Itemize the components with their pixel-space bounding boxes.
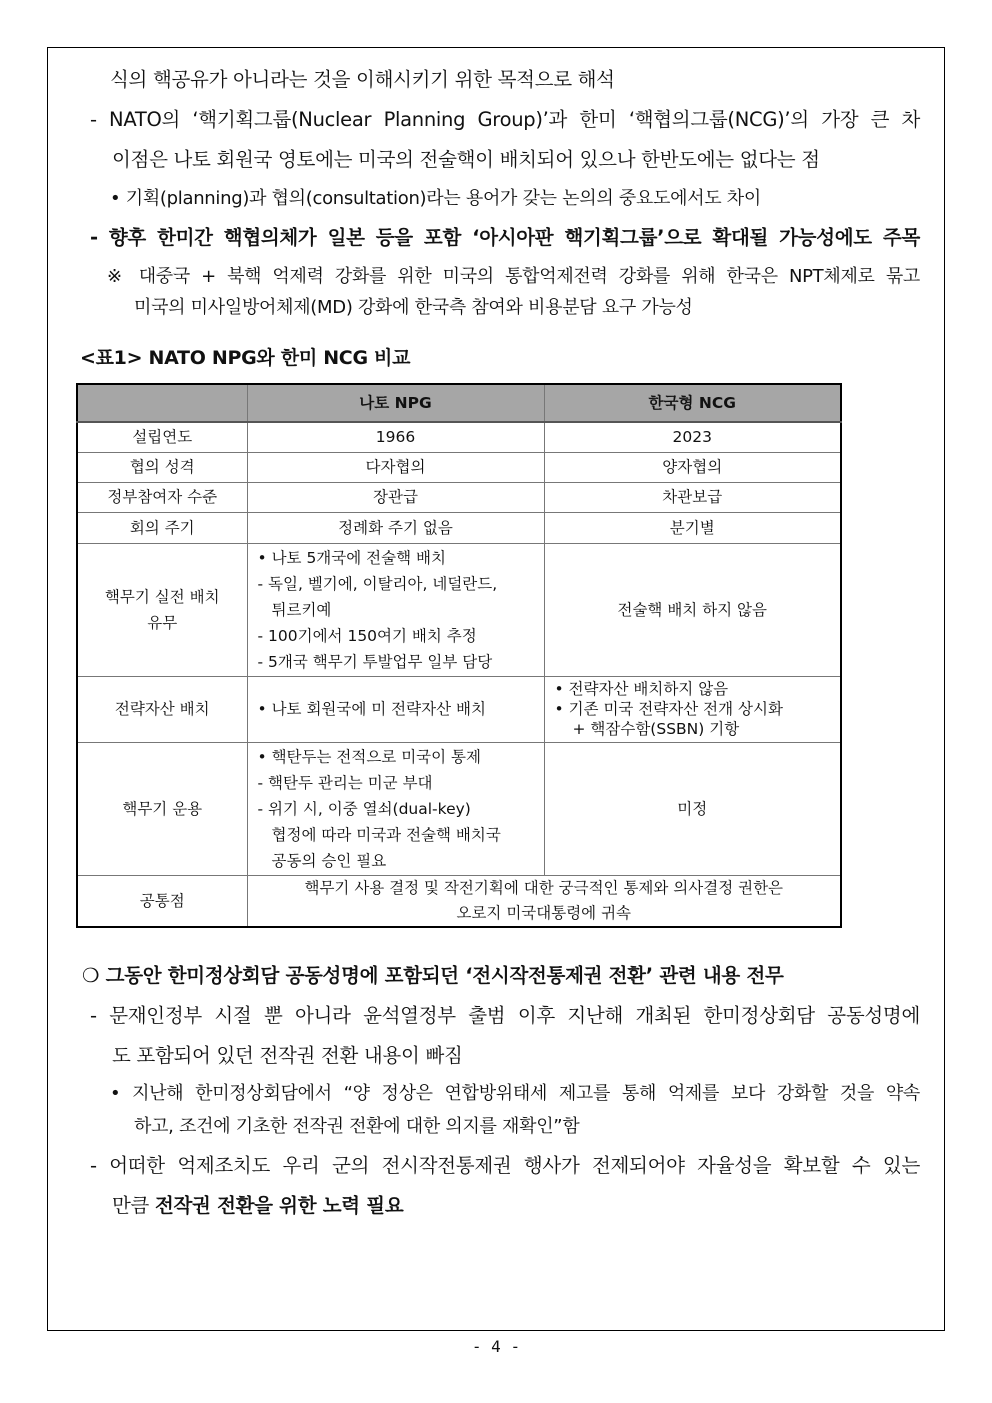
nato-cell: 1966: [247, 422, 544, 452]
dash-item-deterrence: - 어떠한 억제조치도 우리 군의 전시작전통제권 행사가 전제되어야 자율성을 확보할 수 있는: [90, 1154, 920, 1177]
list-item: - 5개국 핵무기 투발업무 일부 담당: [257, 652, 493, 671]
ncg-cell: 분기별: [544, 512, 841, 543]
section-heading: ❍ 그동안 한미정상회담 공동성명에 포함되던 ‘전시작전통제권 전환’ 관련 내용 전무: [82, 964, 784, 987]
table-row-nature: [77, 452, 841, 482]
table-row-strategic: [77, 676, 841, 742]
row-label-line: 핵무기 실전 배치: [104, 587, 220, 606]
common-line: 핵무기 사용 결정 및 작전기획에 대한 궁극적인 통제와 의사결정 권한은: [304, 878, 784, 897]
dash-item-moon-yoon: - 문재인정부 시절 뿐 아니라 윤석열정부 출범 이후 지난해 개최된 한미정상회담 공동성명에: [90, 1004, 920, 1027]
list-item: 튀르키예: [271, 600, 332, 619]
ncg-cell: 전술핵 배치 하지 않음: [544, 543, 841, 676]
common-line: 오로지 미국대통령에 귀속: [456, 903, 632, 922]
list-item: • 전략자산 배치하지 않음: [554, 680, 729, 698]
row-label: 전략자산 배치: [77, 676, 247, 742]
table-row-operation: [77, 742, 841, 875]
row-label: 공통점: [77, 875, 247, 927]
bullet-summit-quote: • 지난해 한미정상회담에서 “양 정상은 연합방위태세 제고를 통해 억제를 보다 강화할 것을 약속: [110, 1083, 920, 1104]
dash-item-moon-yoon-cont: 도 포함되어 있던 전작권 전환 내용이 빠짐: [112, 1044, 463, 1067]
nato-cell: 정례화 주기 없음: [247, 512, 544, 543]
dash-item-npg-ncg-cont: 이점은 나토 회원국 영토에는 미국의 전술핵이 배치되어 있으나 한반도에는 없다는 점: [112, 148, 820, 171]
row-label: 핵무기 운용: [77, 742, 247, 875]
nato-cell: [247, 543, 544, 676]
ncg-cell: 양자협의: [544, 452, 841, 482]
dash-item-npg-ncg: - NATO의 ‘핵기획그룹(Nuclear Planning Group)’과 한미 ‘핵협의그룹(NCG)’의 가장 큰 차: [90, 108, 920, 131]
list-item: 협정에 따라 미국과 전술핵 배치국: [271, 825, 501, 844]
row-label: 정부참여자 수준: [77, 482, 247, 512]
page-number: - 4 -: [471, 1337, 521, 1356]
ncg-cell: 차관보급: [544, 482, 841, 512]
list-item: • 기존 미국 전략자산 전개 상시화: [554, 700, 783, 718]
ncg-cell: [544, 676, 841, 742]
table-row-common: [77, 875, 841, 927]
row-label: [77, 543, 247, 676]
table-row-founded: [77, 422, 841, 452]
ncg-cell: 2023: [544, 422, 841, 452]
table-row-deployment: [77, 543, 841, 676]
note-line-2: 미국의 미사일방어체제(MD) 강화에 한국측 참여와 비용분담 요구 가능성: [134, 297, 693, 318]
bullet-planning-consultation: • 기획(planning)과 협의(consultation)라는 용어가 갖는 논의의 중요도에서도 차이: [110, 188, 761, 209]
bold-text: 전작권 전환을 위한 노력 필요: [154, 1194, 404, 1217]
row-label: 협의 성격: [77, 452, 247, 482]
row-label: 설립연도: [77, 422, 247, 452]
common-cell: [247, 875, 841, 927]
header-empty: [77, 384, 247, 422]
continued-line: 식의 핵공유가 아니라는 것을 이해시키기 위한 목적으로 해석: [110, 68, 615, 91]
list-item: - 100기에서 150여기 배치 추정: [257, 626, 477, 645]
list-item: 공동의 승인 필요: [271, 851, 387, 870]
nato-cell: • 나토 회원국에 미 전략자산 배치: [247, 676, 544, 742]
row-label: 회의 주기: [77, 512, 247, 543]
dash-item-deterrence-cont: [112, 1192, 403, 1220]
note-line-1: ※ 대중국 + 북핵 억제력 강화를 위한 미국의 통합억제전력 강화를 위해 한국은 NPT체제로 묶고: [107, 266, 920, 287]
list-item: + 핵잠수함(SSBN) 기항: [572, 720, 740, 738]
list-item: - 위기 시, 이중 열쇠(dual-key): [257, 799, 471, 818]
comparison-table: [76, 383, 842, 928]
bullet-summit-quote-cont: 하고, 조건에 기초한 전작권 전환에 대한 의지를 재확인”함: [134, 1116, 580, 1137]
list-item: • 핵탄두는 전적으로 미국이 통제: [257, 747, 482, 766]
list-item: - 독일, 벨기에, 이탈리아, 네덜란드,: [257, 574, 498, 593]
table-caption: <표1> NATO NPG와 한미 NCG 비교: [80, 347, 411, 369]
list-item: - 핵탄두 관리는 미군 부대: [257, 773, 433, 792]
table-row-level: [77, 482, 841, 512]
nato-cell: 장관급: [247, 482, 544, 512]
dash-item-asian-npg: - 향후 한미간 핵협의체가 일본 등을 포함 ‘아시아판 핵기획그룹’으로 확대될 가능성에도 주목: [90, 226, 920, 249]
row-label-line: 유무: [147, 613, 178, 632]
plain-text: 만큼: [112, 1194, 155, 1217]
header-nato-npg: 나토 NPG: [247, 384, 544, 422]
nato-cell: 다자협의: [247, 452, 544, 482]
table-header-row: [77, 384, 841, 422]
header-korea-ncg: 한국형 NCG: [544, 384, 841, 422]
nato-cell: [247, 742, 544, 875]
ncg-cell: 미정: [544, 742, 841, 875]
list-item: • 나토 5개국에 전술핵 배치: [257, 548, 446, 567]
table-row-cycle: [77, 512, 841, 543]
